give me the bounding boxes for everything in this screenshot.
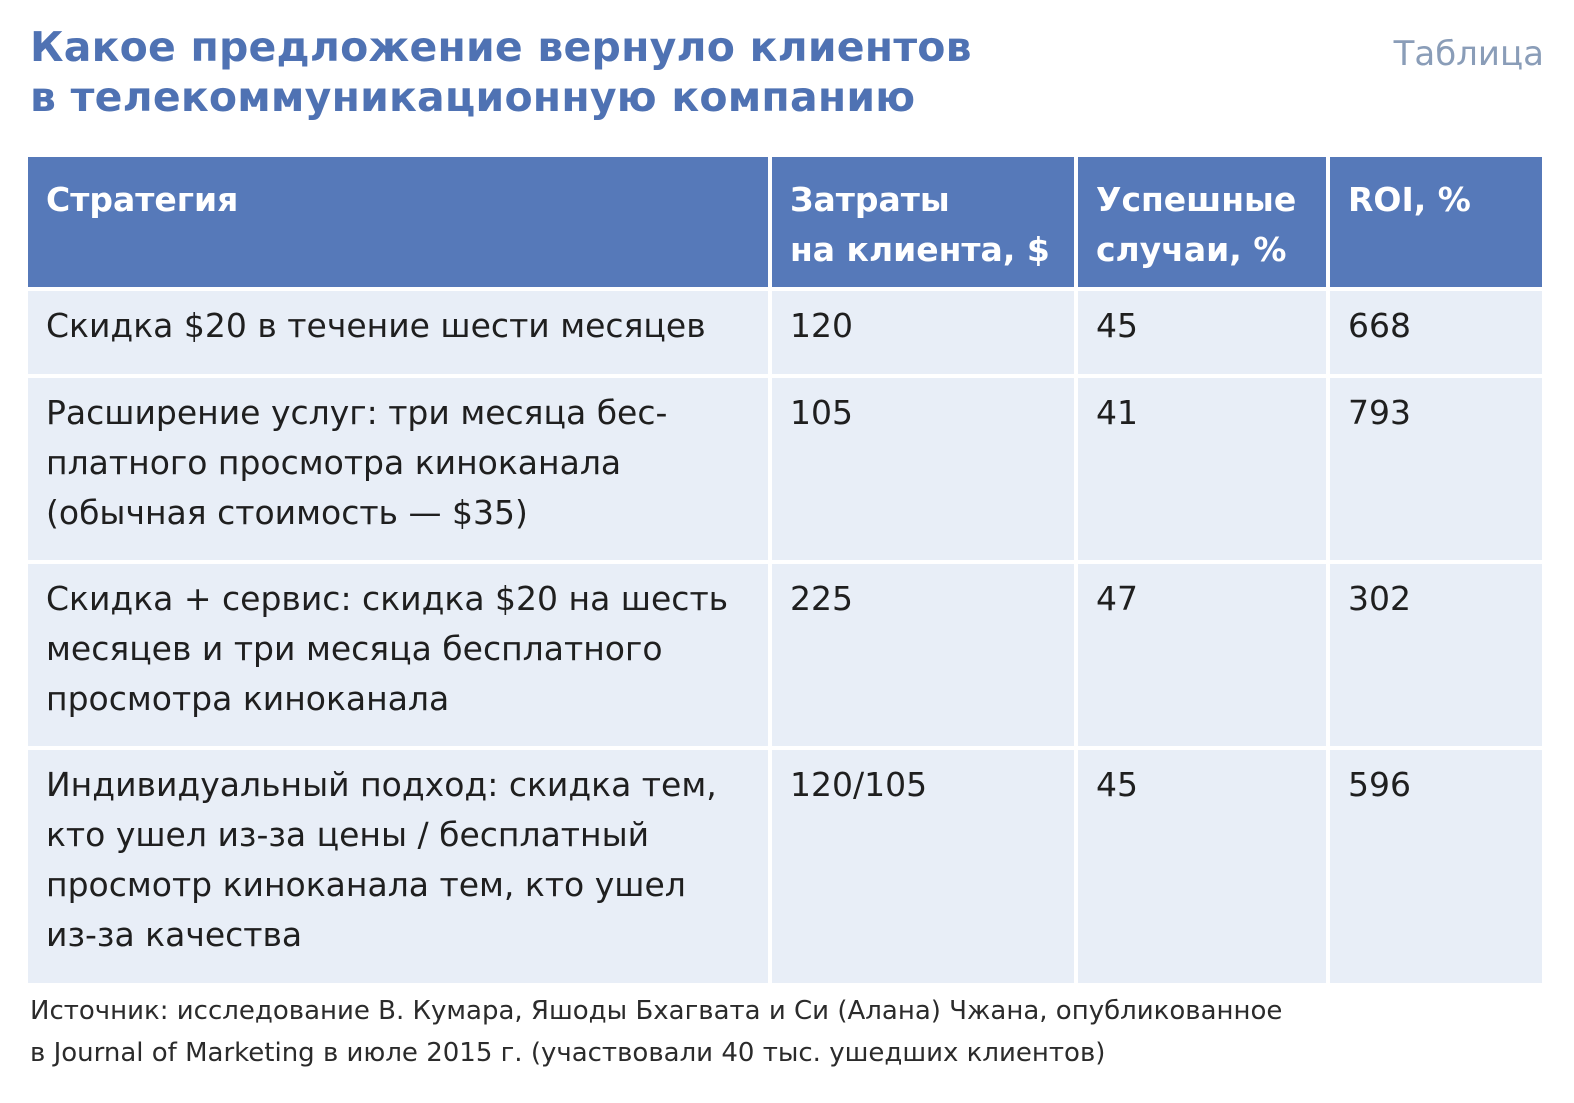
cost-value: 105 (790, 393, 853, 432)
column-header-roi (1330, 157, 1542, 287)
column-header-success-line-1: Успешные (1096, 180, 1297, 219)
strategy-line: месяцев и три месяца бесплатного (46, 629, 663, 668)
table-cell-strategy (28, 291, 768, 374)
cost-value: 120/105 (790, 765, 928, 804)
table-cell-cost (772, 378, 1074, 560)
strategy-line: просмотр киноканала тем, кто ушел (46, 865, 686, 904)
success-value: 41 (1096, 393, 1138, 432)
strategy-line: (обычная стоимость — $35) (46, 493, 528, 532)
table-label: Таблица (1393, 34, 1544, 74)
source-note (30, 990, 1282, 1074)
table-cell-success (1078, 378, 1326, 560)
roi-value: 793 (1348, 393, 1411, 432)
success-value: 47 (1096, 579, 1138, 618)
table-cell-strategy (28, 378, 768, 560)
table-cell-cost (772, 564, 1074, 746)
success-value: 45 (1096, 765, 1138, 804)
column-header-strategy (28, 157, 768, 287)
strategy-line: кто ушел из-за цены / бесплатный (46, 815, 650, 854)
cost-value: 225 (790, 579, 853, 618)
success-value: 45 (1096, 306, 1138, 345)
strategy-line: Расширение услуг: три месяца бес- (46, 393, 668, 432)
column-header-roi-line-1: ROI, % (1348, 180, 1471, 219)
column-header-cost-line-2: на клиента, $ (790, 230, 1050, 269)
table-cell-roi (1330, 564, 1542, 746)
title-line-2: в телекоммуникационную компанию (30, 73, 916, 121)
table-cell-roi (1330, 750, 1542, 983)
table-cell-strategy (28, 750, 768, 983)
strategy-line: Скидка + сервис: скидка $20 на шесть (46, 579, 729, 618)
page-title (30, 22, 1180, 122)
table-cell-cost (772, 750, 1074, 983)
strategy-line: Индивидуальный подход: скидка тем, (46, 765, 717, 804)
table-cell-success (1078, 750, 1326, 983)
title-line-1: Какое предложение вернуло клиентов (30, 23, 972, 71)
table-cell-strategy (28, 564, 768, 746)
column-header-success (1078, 157, 1326, 287)
strategy-line: просмотра киноканала (46, 679, 450, 718)
column-header-cost (772, 157, 1074, 287)
data-table (28, 157, 1542, 983)
table-cell-success (1078, 564, 1326, 746)
source-line-1: Источник: исследование В. Кумара, Яшоды Бхагвата и Си (Алана) Чжана, опубликованное (30, 996, 1283, 1026)
table-cell-cost (772, 291, 1074, 374)
column-header-success-line-2: случаи, % (1096, 230, 1287, 269)
table-cell-success (1078, 291, 1326, 374)
column-header-strategy-line-1: Стратегия (46, 180, 239, 219)
roi-value: 668 (1348, 306, 1411, 345)
column-header-cost-line-1: Затраты (790, 180, 950, 219)
strategy-line: платного просмотра киноканала (46, 443, 622, 482)
cost-value: 120 (790, 306, 853, 345)
source-line-2: в Journal of Marketing в июле 2015 г. (участвовали 40 тыс. ушедших клиентов) (30, 1038, 1106, 1068)
table-cell-roi (1330, 378, 1542, 560)
strategy-line: из-за качества (46, 915, 303, 954)
roi-value: 596 (1348, 765, 1411, 804)
roi-value: 302 (1348, 579, 1411, 618)
strategy-line: Скидка $20 в течение шести месяцев (46, 306, 706, 345)
table-cell-roi (1330, 291, 1542, 374)
